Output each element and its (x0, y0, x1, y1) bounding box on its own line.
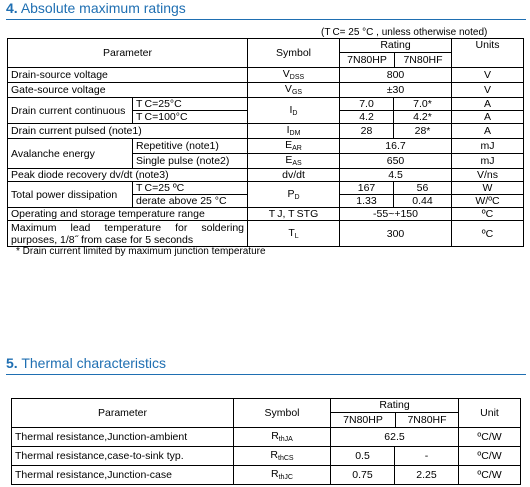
row-value-hp: 0.5 (331, 447, 395, 466)
symbol-main: V (284, 83, 292, 95)
symbol-sub: thCS (278, 455, 294, 462)
section-title-text: Thermal characteristics (21, 355, 167, 371)
row-symbol (248, 83, 340, 98)
table-header-row (12, 399, 521, 428)
row-unit: ºC (452, 221, 524, 247)
row-unit: V (452, 83, 524, 98)
row-symbol (234, 466, 331, 485)
row-value-hf: - (395, 447, 459, 466)
row-unit: ºC/W (459, 447, 521, 466)
row-condition: T C=100°C (133, 111, 248, 124)
symbol-sub: DM (289, 130, 301, 137)
row-value: 62.5 (331, 428, 459, 447)
row-unit: A (452, 98, 524, 111)
condition-note: (T C= 25 °C , unless otherwise noted) (321, 27, 488, 38)
row-param: Maximum lead temperature for soldering purposes, 1/8˝ from case for 5 seconds (8, 221, 248, 247)
footnote: * Drain current limited by maximum junction temperature (16, 246, 266, 257)
row-value-hp: 0.75 (331, 466, 395, 485)
table-row (8, 169, 524, 182)
row-value-hf: 2.25 (395, 466, 459, 485)
section-title-absolute (6, 0, 526, 20)
row-unit: ºC/W (459, 428, 521, 447)
row-value-hf: 56 (394, 182, 452, 195)
row-value-hp: 1.33 (340, 195, 394, 208)
table-row (8, 208, 524, 221)
symbol-main: E (285, 139, 293, 151)
row-condition: T C=25°C (133, 98, 248, 111)
header-rating (340, 39, 452, 68)
row-symbol (234, 447, 331, 466)
table-header-row (8, 39, 524, 68)
symbol-sub: AS (292, 160, 302, 167)
row-unit: ºC/W (459, 466, 521, 485)
table-row (8, 124, 524, 139)
row-symbol (248, 139, 340, 154)
row-value-hp: 7.0 (340, 98, 394, 111)
row-param: Avalanche energy (8, 139, 133, 169)
row-unit: V (452, 68, 524, 83)
row-unit: mJ (452, 154, 524, 169)
table-row (8, 221, 524, 247)
row-value: -55~+150 (340, 208, 452, 221)
symbol-main: T (288, 226, 295, 239)
row-unit: A (452, 124, 524, 139)
symbol-main: R (270, 449, 279, 461)
symbol-sub: GS (291, 89, 303, 96)
section-number: 4. (6, 0, 18, 16)
row-param: Thermal resistance,Junction-case (12, 466, 234, 485)
symbol-sub: thJA (278, 436, 293, 443)
row-param: Thermal resistance,Junction-ambient (12, 428, 234, 447)
symbol-main: I (286, 124, 290, 136)
section-number: 5. (6, 355, 18, 371)
table-row (8, 68, 524, 83)
symbol-main: E (285, 154, 293, 166)
header-rating-label: Rating (340, 39, 451, 53)
row-unit: A (452, 111, 524, 124)
row-value: 4.5 (340, 169, 452, 182)
symbol-sub: DSS (289, 74, 305, 81)
section-title-text: Absolute maximum ratings (20, 0, 186, 16)
table-row (12, 466, 521, 485)
symbol-sub: D (294, 193, 300, 201)
row-param: Drain current pulsed (note1) (8, 124, 248, 139)
table-row (8, 83, 524, 98)
row-symbol (248, 68, 340, 83)
row-value: 650 (340, 154, 452, 169)
row-value-hf: 28* (394, 124, 452, 139)
row-unit: W (452, 182, 524, 195)
row-value: 300 (340, 221, 452, 247)
symbol-sub: AR (292, 145, 302, 152)
row-unit: W/ºC (452, 195, 524, 208)
row-value-hf: 4.2* (394, 111, 452, 124)
symbol-sub: L (294, 232, 299, 240)
row-symbol: dv/dt (248, 169, 340, 182)
row-value-hp: 167 (340, 182, 394, 195)
header-parameter: Parameter (12, 399, 234, 428)
row-param: Operating and storage temperature range (8, 208, 248, 221)
table-row (12, 428, 521, 447)
row-param: Drain current continuous (8, 98, 133, 124)
row-condition: Single pulse (note2) (133, 154, 248, 169)
row-param: Drain-source voltage (8, 68, 248, 83)
table-row (8, 139, 524, 154)
row-symbol (248, 182, 340, 208)
row-value: 16.7 (340, 139, 452, 154)
symbol-main: R (271, 468, 279, 480)
row-param: Total power dissipation (8, 182, 133, 208)
header-units: Units (452, 39, 524, 68)
row-unit: V/ns (452, 169, 524, 182)
row-param: Thermal resistance,case-to-sink typ. (12, 447, 234, 466)
header-col-7n80hf: 7N80HF (407, 414, 447, 426)
row-param: Gate-source voltage (8, 83, 248, 98)
row-value-hf: 0.44 (394, 195, 452, 208)
header-unit: Unit (459, 399, 521, 428)
absolute-ratings-table (7, 38, 524, 247)
header-col-7n80hp: 7N80HP (331, 413, 396, 427)
row-condition: derate above 25 °C (133, 195, 248, 208)
row-symbol (234, 428, 331, 447)
row-symbol (248, 221, 340, 247)
header-symbol: Symbol (234, 399, 331, 428)
row-symbol (248, 124, 340, 139)
header-col-7n80hp: 7N80HP (340, 53, 395, 67)
row-value: 800 (340, 68, 452, 83)
symbol-sub: thJC (278, 474, 293, 481)
row-condition: T C=25 ºC (133, 182, 248, 195)
thermal-table (11, 398, 521, 485)
symbol-sub: D (292, 109, 298, 117)
symbol-main: I (289, 103, 293, 116)
row-unit: mJ (452, 139, 524, 154)
row-value-hf: 7.0* (394, 98, 452, 111)
row-value: ±30 (340, 83, 452, 98)
row-condition: Repetitive (note1) (133, 139, 248, 154)
symbol-main: R (271, 430, 279, 442)
header-col-7n80hf: 7N80HF (403, 54, 443, 66)
row-unit: ºC (452, 208, 524, 221)
header-rating (331, 399, 459, 428)
symbol-main: V (282, 68, 290, 80)
table-row (12, 447, 521, 466)
row-value-hp: 4.2 (340, 111, 394, 124)
row-symbol: T J, T STG (248, 208, 340, 221)
header-rating-label: Rating (379, 399, 410, 411)
header-parameter: Parameter (8, 39, 248, 68)
symbol-main: P (287, 187, 295, 200)
row-symbol (248, 98, 340, 124)
row-value-hp: 28 (340, 124, 394, 139)
row-symbol (248, 154, 340, 169)
row-param: Peak diode recovery dv/dt (note3) (8, 169, 248, 182)
table-row (8, 182, 524, 195)
table-row (8, 98, 524, 111)
header-symbol: Symbol (248, 39, 340, 68)
section-title-thermal (6, 355, 526, 375)
